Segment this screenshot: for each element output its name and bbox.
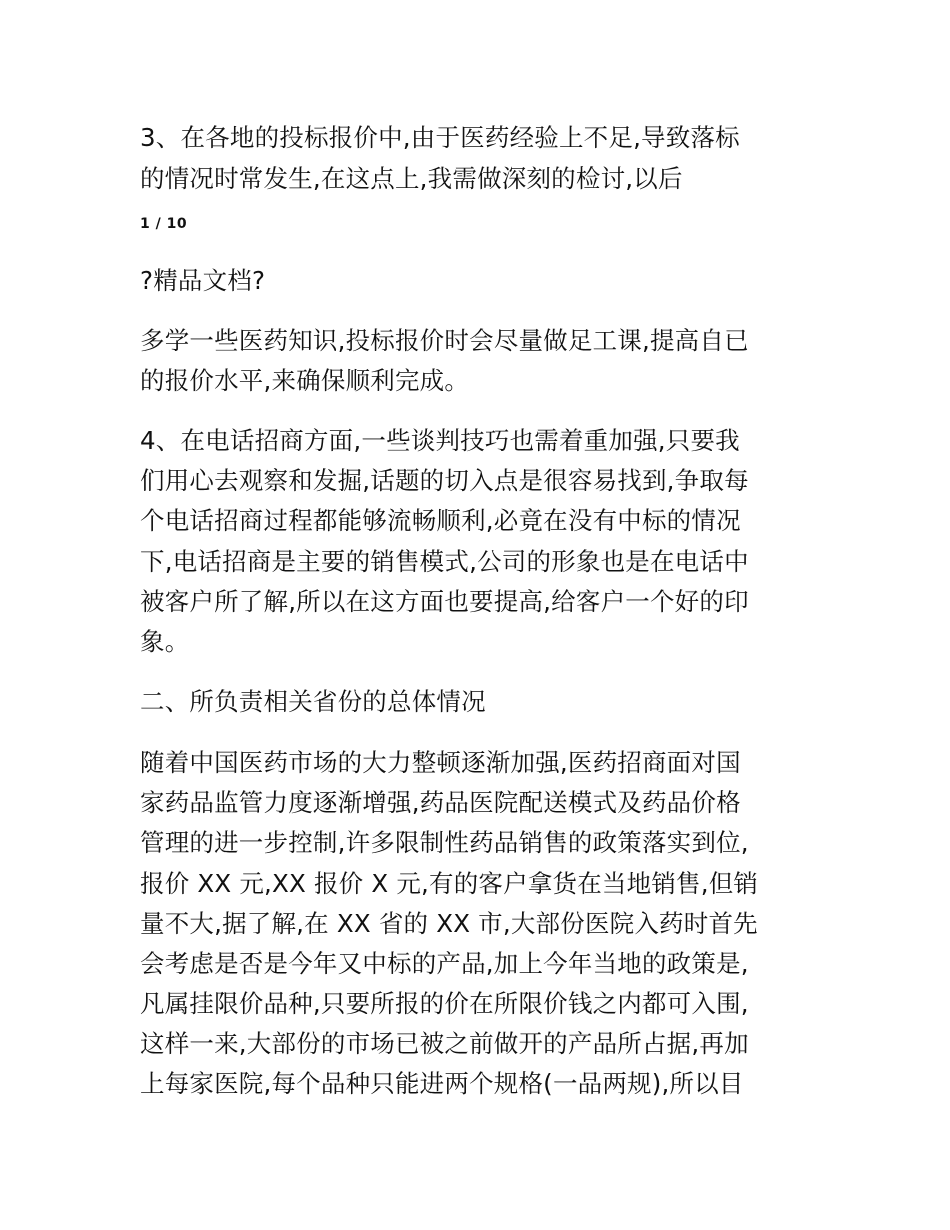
text-line: 上每家医院,每个品种只能进两个规格(一品两规),所以目 bbox=[140, 1069, 744, 1098]
text-line: 报价 XX 元,XX 报价 X 元,有的客户拿货在当地销售,但销 bbox=[140, 869, 759, 898]
text-line: 随着中国医药市场的大力整顿逐渐加强,医药招商面对国 bbox=[140, 748, 741, 777]
text-line: 下,电话招商是主要的销售模式,公司的形象也是在电话中 bbox=[140, 547, 749, 576]
text-line: 家药品监管力度逐渐增强,药品医院配送模式及药品价格 bbox=[140, 788, 741, 817]
text-line: 凡属挂限价品种,只要所报的价在所限价钱之内都可入围, bbox=[140, 989, 749, 1018]
text-line: 们用心去观察和发掘,话题的切入点是很容易找到,争取每 bbox=[140, 466, 749, 495]
text-line: 3、在各地的投标报价中,由于医药经验上不足,导致落标 bbox=[140, 123, 740, 152]
text-line: 会考虑是否是今年又中标的产品,加上今年当地的政策是, bbox=[140, 949, 749, 978]
text-line: 个电话招商过程都能够流畅顺利,必竟在没有中标的情况 bbox=[140, 506, 741, 535]
section-heading: 二、所负责相关省份的总体情况 bbox=[140, 687, 486, 716]
text-line: 4、在电话招商方面,一些谈判技巧也需着重加强,只要我 bbox=[140, 426, 740, 455]
text-line: 管理的进一步控制,许多限制性药品销售的政策落实到位, bbox=[140, 828, 749, 857]
text-line: 被客户所了解,所以在这方面也要提高,给客户一个好的印 bbox=[140, 587, 749, 616]
text-line: 多学一些医药知识,投标报价时会尽量做足工课,提高自已 bbox=[140, 326, 749, 355]
text-line: 这样一来,大部份的市场已被之前做开的产品所占据,再加 bbox=[140, 1029, 749, 1058]
text-line: 的报价水平,来确保顺利完成。 bbox=[140, 366, 470, 395]
text-line: 量不大,据了解,在 XX 省的 XX 市,大部份医院入药时首先 bbox=[140, 909, 758, 938]
header-mark: ?精品文档? bbox=[140, 266, 266, 295]
page-number: 1 / 10 bbox=[140, 216, 188, 232]
text-line: 象。 bbox=[140, 627, 190, 656]
text-line: 的情况时常发生,在这点上,我需做深刻的检讨,以后 bbox=[140, 164, 683, 193]
